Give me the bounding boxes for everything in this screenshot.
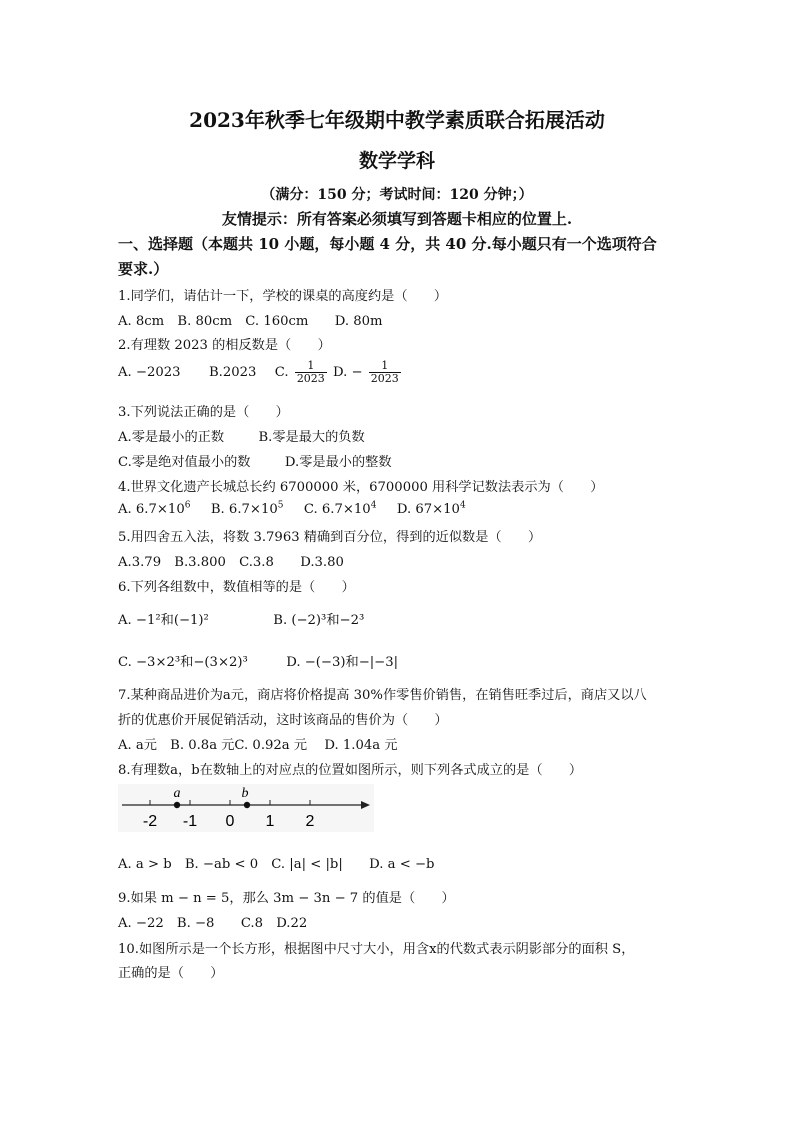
friendly-tip: 友情提示：所有答案必须填写到答题卡相应的位置上. — [221, 210, 573, 228]
question-10-stem: 10.如图所示是一个长方形，根据图中尺寸大小，用含x的代数式表示阴影部分的面积 S， — [118, 942, 635, 957]
question-9-options: A. −22 B. −8 C.8 D.22 — [118, 916, 308, 931]
exam-info: （满分：150 分；考试时间：120 分钟；） — [261, 187, 533, 203]
question-6-options-cd — [118, 651, 398, 670]
question-7-stem: 7.某种商品进价为a元，商店将价格提高 30%作零售价销售，在销售旺季过后，商店又以八 — [118, 688, 647, 703]
number-line-figure — [118, 784, 374, 832]
q4-option-b: B. $6.7\times 10^5$ — [210, 501, 284, 518]
number-line — [118, 784, 374, 832]
tick-label: -2 — [142, 813, 158, 830]
q2-option-d-fraction: $\frac{1}{2023}$ — [370, 359, 399, 385]
question-2-options — [118, 360, 403, 385]
q2-option-b: B.2023 — [208, 365, 257, 380]
subject-title: 数学学科 — [358, 150, 435, 172]
question-4-options — [118, 501, 466, 517]
q2-option-c-label: C. — [274, 365, 289, 380]
tick-label: 2 — [305, 813, 315, 830]
question-8-options: A. a > b B. −ab < 0 C. |a| < |b| D. a < −b — [118, 857, 435, 872]
arrow-right-icon — [361, 801, 370, 809]
question-7-stem-cont: 折的优惠价开展促销活动，这时该商品的售价为（ ） — [118, 713, 448, 728]
question-3-options-cd — [118, 451, 392, 470]
question-4-stem: 4.世界文化遗产长城总长约 6700000 米，6700000 用科学记数法表示为（ ） — [118, 480, 604, 495]
q2-option-d-label: D. − — [333, 365, 363, 380]
question-3-stem: 3.下列说法正确的是（ ） — [118, 405, 289, 420]
q3-option-c: C.零是绝对值最小的数 — [118, 455, 251, 470]
q3-option-d: D.零是最小的整数 — [284, 455, 392, 470]
q4-option-d: D. $67\times 10^4$ — [396, 501, 466, 518]
q6-option-a: A. −1²和(−1)² — [118, 613, 209, 628]
section-heading: 一、选择题（本题共 10 小题，每小题 4 分，共 40 分.每小题只有一个选项符合 — [118, 235, 657, 253]
question-2-stem: 2.有理数 2023 的相反数是（ ） — [118, 338, 331, 353]
point-b-label: b — [241, 786, 249, 801]
question-6-stem: 6.下列各组数中，数值相等的是（ ） — [118, 580, 355, 595]
question-1-stem: 1.同学们，请估计一下，学校的课桌的高度约是（ ） — [118, 289, 448, 304]
tick-label: -1 — [182, 813, 198, 830]
question-5-options: A.3.79 B.3.800 C.3.8 D.3.80 — [118, 555, 344, 570]
q3-option-b: B.零是最大的负数 — [258, 430, 365, 445]
tick-label: 1 — [265, 813, 275, 830]
question-7-options: A. a元 B. 0.8a 元C. 0.92a 元 D. 1.04a 元 — [118, 738, 398, 753]
question-10-stem-cont: 正确的是（ ） — [118, 966, 224, 981]
q3-option-a: A.零是最小的正数 — [118, 430, 225, 445]
question-5-stem: 5.用四舍五入法，将数 3.7963 精确到百分位，得到的近似数是（ ） — [118, 530, 542, 545]
question-1-options: A. 8cm B. 80cm C. 160cm D. 80m — [118, 314, 383, 329]
q2-option-c-fraction: $\frac{1}{2023}$ — [296, 359, 325, 385]
q4-option-a: A. $6.7\times 10^6$ — [118, 501, 191, 518]
q6-option-c: C. −3×2³和−(3×2)³ — [118, 655, 248, 670]
q4-option-c: C. $6.7\times 10^4$ — [303, 501, 377, 518]
question-9-stem: 9.如果 m − n = 5，那么 3m − 3n − 7 的值是（ ） — [118, 891, 455, 906]
question-6-options-ab — [118, 609, 364, 628]
tick-label: 0 — [225, 813, 235, 830]
q6-option-b: B. (−2)³和−2³ — [273, 613, 365, 628]
point-b-dot — [244, 802, 250, 808]
question-8-stem: 8.有理数a，b在数轴上的对应点的位置如图所示，则下列各式成立的是（ ） — [118, 763, 583, 778]
q6-option-d: D. −(−3)和−|−3| — [286, 655, 399, 670]
section-heading-cont: 要求.） — [118, 260, 169, 278]
question-3-options-ab — [118, 426, 365, 445]
point-a-dot — [174, 802, 180, 808]
exam-title: 2023年秋季七年级期中教学素质联合拓展活动 — [189, 108, 605, 132]
point-a-label: a — [173, 786, 181, 801]
q2-option-a: A. −2023 — [118, 365, 181, 380]
